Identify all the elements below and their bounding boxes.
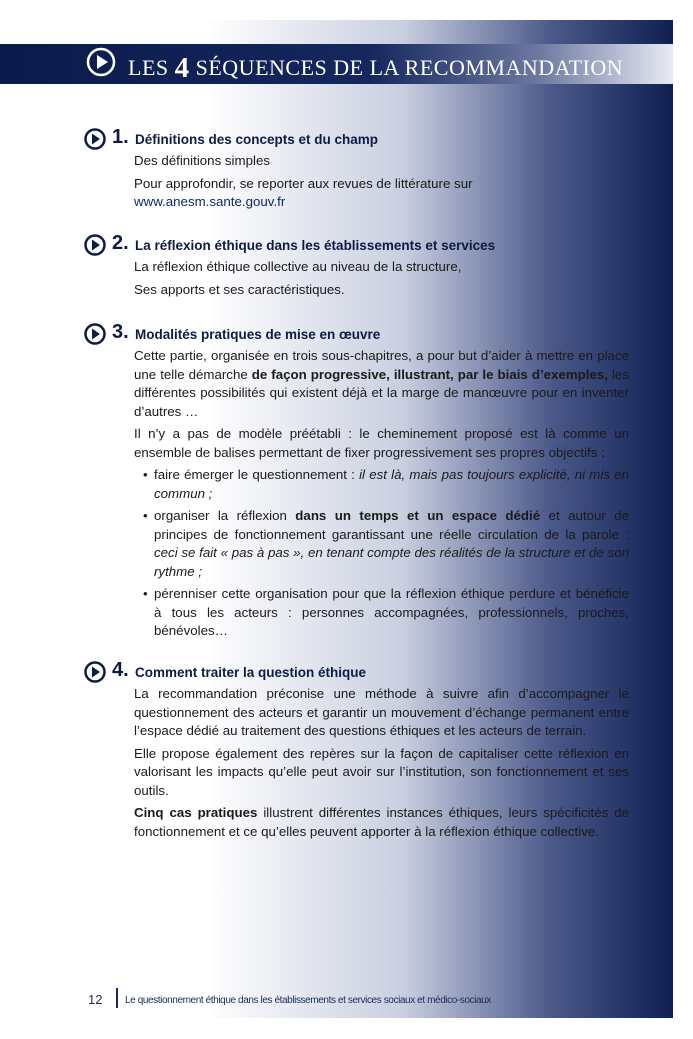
section-title: Définitions des concepts et du champ bbox=[135, 132, 379, 147]
section-number: 4. bbox=[112, 659, 129, 681]
list-item bbox=[134, 466, 629, 503]
section-paragraph bbox=[134, 347, 629, 421]
text-italic: ceci se fait « pas à pas », en tenant compte des réalités de la structure et de son rythme ; bbox=[154, 545, 629, 579]
bullet-icon: • bbox=[143, 467, 148, 482]
section-number: 2. bbox=[112, 232, 129, 254]
title-number: 4 bbox=[174, 52, 190, 84]
text-bold: Cinq cas pratiques bbox=[134, 805, 258, 820]
section-paragraph: Elle propose également des repères sur la façon de capitaliser cette réflexion en valorisant les impacts qu’elle peut avoir sur l’institution, son fonctionnement et ses outils. bbox=[134, 745, 629, 798]
section-paragraph bbox=[134, 804, 629, 841]
section-title: Comment traiter la question éthique bbox=[135, 665, 367, 680]
text-bold: de façon progressive, illustrant, par le biais d’exemples, bbox=[251, 366, 608, 382]
text-run: pérenniser cette organisation pour que la réflexion éthique perdure et bénéficie à tous les acteurs : personnes accompagnées, professionnels, proches, bénévoles… bbox=[154, 586, 629, 638]
section-text: La réflexion éthique collective au niveau de la structure, bbox=[134, 259, 462, 274]
page-number: 12 bbox=[88, 992, 103, 1007]
section-text: Ses apports et ses caractéristiques. bbox=[134, 281, 345, 297]
title-suffix: SÉQUENCES DE LA RECOMMANDATION bbox=[189, 55, 624, 80]
play-arrow-icon bbox=[84, 323, 106, 345]
play-arrow-icon bbox=[84, 661, 106, 683]
section-3 bbox=[84, 323, 629, 645]
section-1 bbox=[84, 128, 629, 216]
play-arrow-icon bbox=[86, 47, 116, 77]
objectives-list bbox=[134, 466, 629, 641]
list-item bbox=[134, 585, 629, 641]
footer-title: Le questionnement éthique dans les établissements et services sociaux et médico-sociaux bbox=[125, 995, 491, 1006]
text-run: organiser la réflexion bbox=[154, 508, 296, 523]
section-title: Modalités pratiques de mise en œuvre bbox=[135, 327, 381, 342]
section-paragraph: La recommandation préconise une méthode à suivre afin d’accompagner le questionnement des acteurs et garantir un mouvement d’échange permanent entre l’espace dédié au traitement des questions éthiques et les acteurs de terrain. bbox=[134, 686, 629, 738]
bullet-icon: • bbox=[143, 586, 148, 601]
footer-divider bbox=[116, 988, 118, 1008]
bullet-icon: • bbox=[143, 508, 148, 523]
section-paragraph: Il n’y a pas de modèle préétabli : le cheminement proposé est là comme un ensemble de balises permettant de fixer progressivement ses propres objectifs : bbox=[134, 426, 629, 460]
section-4 bbox=[84, 661, 629, 845]
section-number: 1. bbox=[112, 126, 129, 148]
list-item bbox=[134, 507, 629, 581]
play-arrow-icon bbox=[84, 128, 106, 150]
text-bold: dans un temps et un espace dédié bbox=[295, 508, 541, 523]
section-text: Pour approfondir, se reporter aux revues de littérature sur bbox=[134, 175, 473, 191]
text-italic: il est là, mais pas toujours explicité, ni mis en commun ; bbox=[154, 467, 629, 501]
play-arrow-icon bbox=[84, 234, 106, 256]
title-prefix: LES bbox=[128, 55, 175, 80]
text-run: faire émerger le questionnement : bbox=[154, 467, 360, 482]
section-2 bbox=[84, 234, 629, 303]
page-title bbox=[128, 52, 623, 85]
section-title: La réflexion éthique dans les établissements et services bbox=[135, 238, 496, 253]
text-run: illustrent différentes instances éthiques, leurs spécificités de fonctionnement et ce qu’elles peuvent apporter à la réflexion éthique collective. bbox=[134, 805, 629, 839]
section-text: Des définitions simples bbox=[134, 153, 270, 168]
text-run: Cette partie, organisée en trois sous-chapitres, a pour but d’aider à mettre en place une telle démarche bbox=[134, 348, 629, 382]
website-link[interactable]: www.anesm.sante.gouv.fr bbox=[134, 194, 286, 209]
text-run: et autour de principes de fonctionnement garantissant une réelle circulation de la parole : bbox=[154, 508, 629, 542]
text-run: les différentes possibilités qui existent déjà et la marge de manœuvre pour en inventer d’autres … bbox=[134, 366, 629, 419]
section-number: 3. bbox=[112, 321, 129, 343]
